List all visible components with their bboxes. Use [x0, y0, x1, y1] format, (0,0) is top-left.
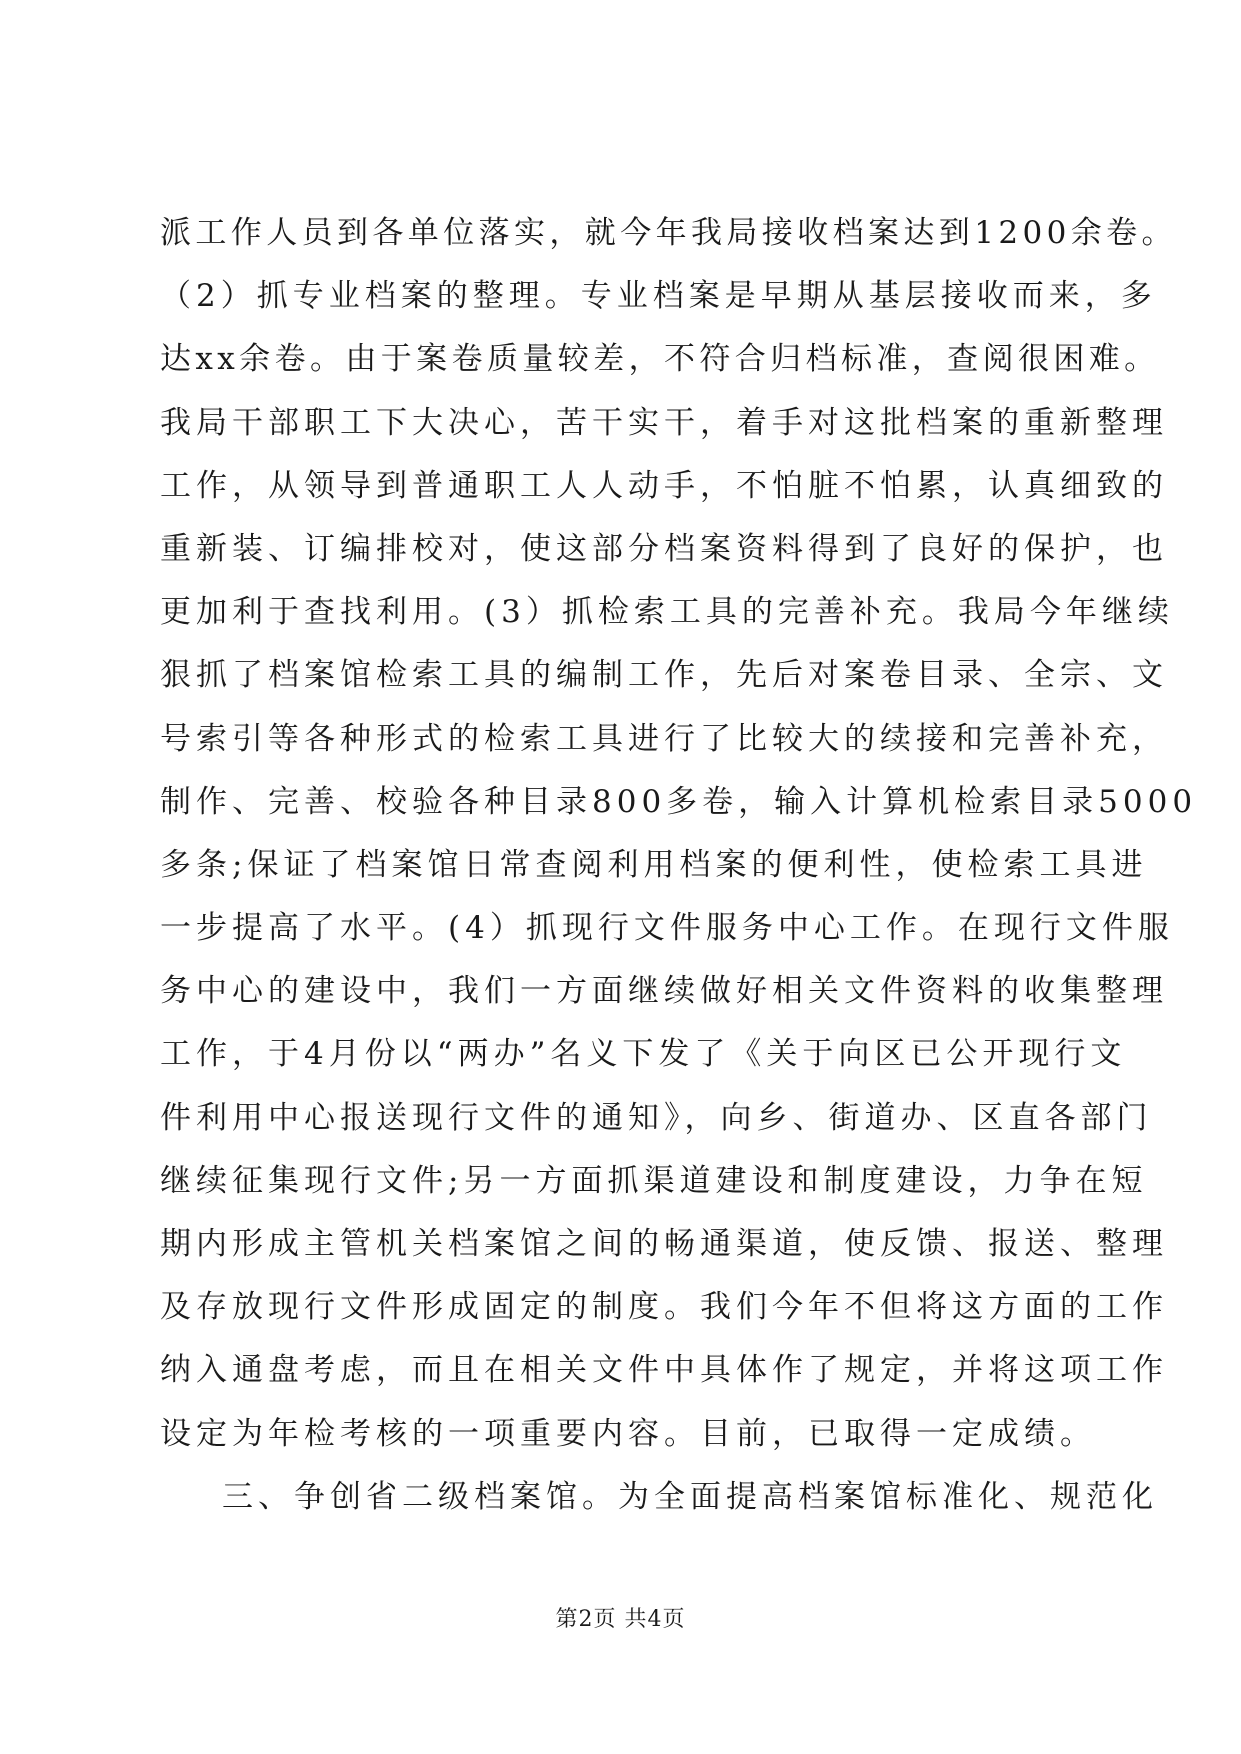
text-line: 及存放现行文件形成固定的制度。我们今年不但将这方面的工作 [160, 1289, 1168, 1326]
text-line: 三、争创省二级档案馆。为全面提高档案馆标准化、规范化 [222, 1478, 1158, 1515]
text-line: 工作，于4月份以“两办”名义下发了《关于向区已公开现行文 [160, 1036, 1127, 1073]
text-line: 我局干部职工下大决心，苦干实干，着手对这批档案的重新整理 [160, 404, 1168, 441]
text-line: 期内形成主管机关档案馆之间的畅通渠道，使反馈、报送、整理 [160, 1226, 1168, 1262]
page-number: 第2页 共4页 [555, 1607, 686, 1632]
text-line: 继续征集现行文件;另一方面抓渠道建设和制度建设，力争在短 [160, 1162, 1148, 1199]
text-line: 设定为年检考核的一项重要内容。目前，已取得一定成绩。 [160, 1415, 1096, 1452]
text-line: 狠抓了档案馆检索工具的编制工作，先后对案卷目录、全宗、文 [160, 657, 1168, 694]
text-line: 更加利于查找利用。(3）抓检索工具的完善补充。我局今年继续 [160, 594, 1174, 631]
text-line: 多条;保证了档案馆日常查阅利用档案的便利性，使检索工具进 [160, 846, 1148, 883]
text-line: 重新装、订编排校对，使这部分档案资料得到了良好的保护，也 [160, 530, 1168, 567]
text-line: 一步提高了水平。(4）抓现行文件服务中心工作。在现行文件服 [160, 910, 1174, 947]
text-line: 纳入通盘考虑，而且在相关文件中具体作了规定，并将这项工作 [160, 1352, 1168, 1389]
text-line: （2）抓专业档案的整理。专业档案是早期从基层接收而来，多 [160, 278, 1157, 315]
document-body [160, 202, 1198, 1529]
text-line: 达xx余卷。由于案卷质量较差，不符合归档标准，查阅很困难。 [160, 341, 1160, 378]
text-line: 派工作人员到各单位落实，就今年我局接收档案达到1200余卷。 [160, 215, 1177, 251]
text-line: 制作、完善、校验各种目录800多卷，输入计算机检索目录5000 [160, 783, 1198, 820]
text-line: 务中心的建设中，我们一方面继续做好相关文件资料的收集整理 [160, 973, 1168, 1010]
text-line: 工作，从领导到普通职工人人动手，不怕脏不怕累，认真细致的 [160, 467, 1168, 504]
text-line: 号索引等各种形式的检索工具进行了比较大的续接和完善补充， [160, 720, 1168, 757]
text-line: 件利用中心报送现行文件的通知》，向乡、街道办、区直各部门 [160, 1099, 1153, 1136]
